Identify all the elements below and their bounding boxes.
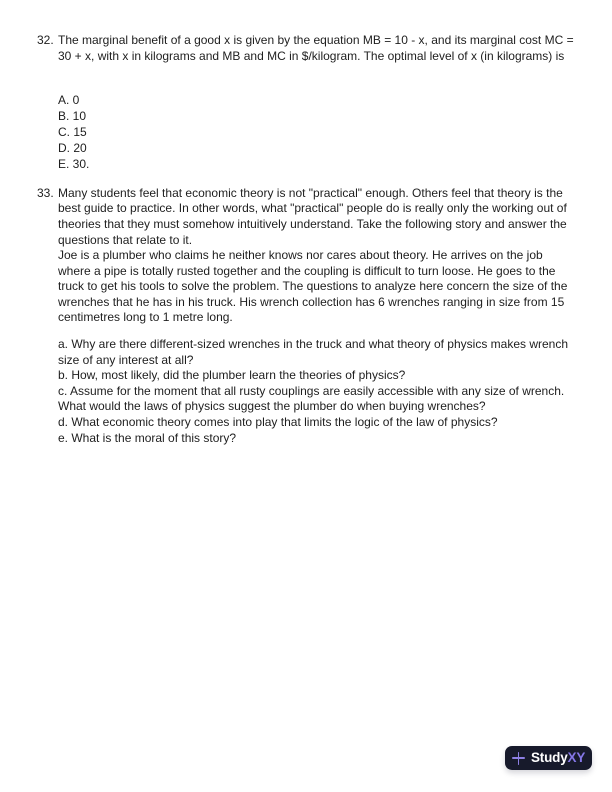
question-body	[58, 33, 578, 173]
sub-question: d. What economic theory comes into play that limits the logic of the law of physics?	[58, 415, 498, 430]
answer-option: A. 0	[58, 93, 80, 108]
question-text: The marginal benefit of a good x is given by the equation MB = 10 - x, and its marginal cost MC = 30 + x, with x in kilograms and MB and MC in $/kilogram. The optimal level of x (in kilograms) is	[58, 33, 574, 63]
plus-icon	[512, 752, 525, 765]
question-number: 33.	[37, 185, 54, 200]
question-32	[37, 33, 578, 173]
answer-options	[58, 93, 578, 173]
question-33	[37, 186, 578, 447]
logo-text-primary: Study	[531, 750, 568, 766]
question-paragraph: Many students feel that economic theory is not "practical" enough. Others feel that theory is the best guide to practice. In other words, what "practical" people do is really only the working out of theories that they must somehow intuitively understand. Take the following story and answer the questions that relate to it.	[58, 185, 567, 247]
logo-text-accent: XY	[567, 750, 586, 766]
sub-question: b. How, most likely, did the plumber learn the theories of physics?	[58, 368, 406, 383]
question-paragraph: Joe is a plumber who claims he neither knows nor cares about theory. He arrives on the job where a pipe is totally rusted together and the coupling is difficult to turn loose. He goes to the truck to get his tools to solve the problem. The questions to analyze here concern the size of the wrenches that he has in his truck. His wrench collection has 6 wrenches ranging in size from 15 centimetres long to 1 metre long.	[58, 248, 568, 325]
page-content	[37, 33, 578, 446]
answer-option: D. 20	[58, 140, 87, 155]
sub-question: c. Assume for the moment that all rusty couplings are easily accessible with any size of wrench. What would the laws of physics suggest the plumber do when buying wrenches?	[58, 383, 565, 414]
studyxy-logo	[505, 746, 592, 770]
answer-option: C. 15	[58, 125, 87, 139]
sub-question: a. Why are there different-sized wrenches in the truck and what theory of physics makes wrench size of any interest at all?	[58, 337, 569, 367]
logo-text	[531, 751, 585, 765]
answer-option: E. 30.	[58, 156, 90, 171]
answer-option: B. 10	[58, 109, 87, 124]
question-number: 32.	[37, 33, 54, 47]
sub-question: e. What is the moral of this story?	[58, 430, 237, 445]
sub-questions	[58, 337, 578, 446]
question-body	[58, 186, 578, 447]
